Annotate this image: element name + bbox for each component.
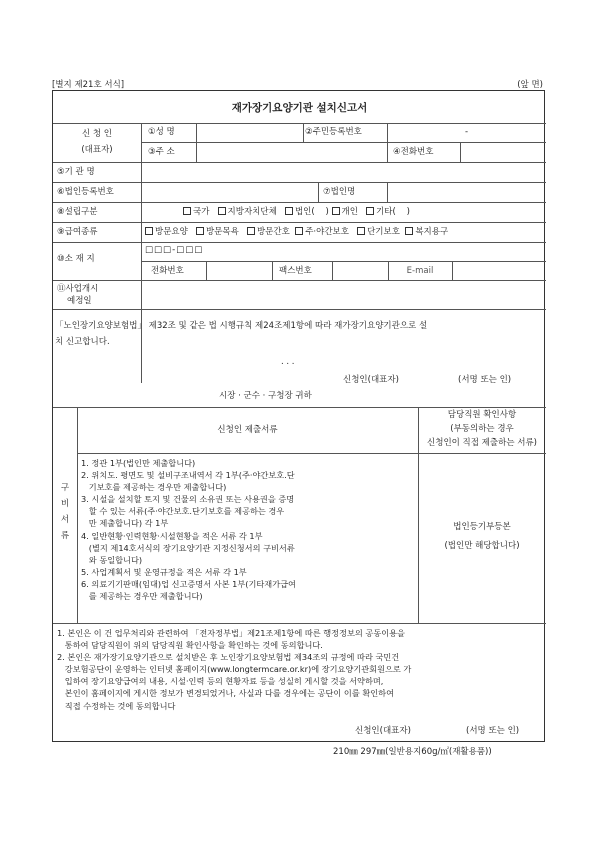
checkbox-icon	[405, 227, 413, 235]
postal-code-field[interactable]: □□□-□□□	[145, 245, 204, 255]
benefit-type-options	[145, 227, 448, 237]
option-welfare-equipment[interactable]: 복지용구	[405, 227, 448, 237]
doc-item: (별지 제14호서식의 장기요양기관 지정신청서의 구비서류	[81, 542, 295, 553]
paper-spec-footer: 210㎜ 297㎜(일반용지60g/㎡(재활용품))	[333, 747, 492, 757]
documents-side-label-1: 구	[60, 483, 70, 493]
consent-text: 1. 본인은 이 건 업무처리와 관련하여 「전자정부법」제21조제1항에 따른 행정정보의 공동이용을 통하여 담당직원이 위의 담당직원 확인사항을 확인하는 것에 동의합니다. 2. 본인은 재가장기요양기관으로 설치받은 후 노인장기요양보험법 제34조의 규정에 따라 국민건 강보험공단이 운영하는 인터넷 홈페이지(www.longtermcare.or.kr)에 장기요양기관회원으로 가 입하여 장기요양급여의 내용, 시설·인력 등의 현황자료 등을 성실히 게시할 것을 서약하며, 본인이 홈페이지에 게시한 정보가 변경되었거나, 사실과 다를 경우에는 공단이 이를 확인하여 직접 수정하는 것에 동의합니다	[57, 628, 412, 711]
option-state[interactable]: 국가	[183, 207, 209, 217]
option-local-gov[interactable]: 지방자치단체	[218, 207, 277, 217]
consent-signature-note: (서명 또는 인)	[466, 726, 520, 736]
submit-docs-header: 신청인 제출서류	[217, 425, 278, 435]
fax-input[interactable]	[333, 262, 387, 279]
corp-name-label: ⑦법인명	[323, 187, 356, 197]
start-date-input[interactable]	[142, 281, 545, 308]
addressee: 시장 · 군수 · 구청장 귀하	[219, 391, 312, 401]
checkbox-icon	[183, 207, 191, 215]
check-doc-item: 법인등기부등본	[453, 522, 511, 532]
checkbox-icon	[295, 227, 303, 235]
option-corporation[interactable]: 법인( )	[285, 207, 329, 217]
checkbox-icon	[285, 207, 293, 215]
option-home-nursing[interactable]: 방문간호	[247, 227, 290, 237]
start-date-label: ⑪사업개시	[57, 284, 99, 294]
consent-signer-label: 신청인(대표자)	[355, 726, 411, 736]
check-doc-note: (법인만 해당합니다)	[444, 541, 520, 551]
doc-item: 6. 의료기기판매(임대)업 신고증명서 사본 1부(기타재가급여	[81, 578, 296, 589]
doc-item: 를 제공하는 경우만 제출합니다)	[81, 591, 203, 602]
fax-label: 팩스번호	[279, 266, 312, 276]
form-title: 재가장기요양기관 설치신고서	[231, 102, 368, 114]
date-field[interactable]: . . .	[281, 357, 295, 367]
checkbox-icon	[332, 207, 340, 215]
documents-side-label-3: 서	[60, 515, 70, 525]
declaration-signer-label: 신청인(대표자)	[343, 375, 399, 385]
email-input[interactable]	[453, 262, 545, 279]
applicant-label: 신 청 인	[81, 129, 113, 139]
documents-side-label-2: 비	[60, 499, 70, 509]
phone-label: ④전화번호	[393, 147, 434, 157]
application-form	[52, 90, 545, 742]
benefit-type-label: ⑨급여종류	[57, 227, 98, 237]
doc-item: 기보호를 제공하는 경우만 제출합니다)	[81, 482, 227, 493]
doc-item: 4. 일반현황·인력현황·시설현황을 적은 서류 각 1부	[81, 530, 263, 541]
option-home-bath[interactable]: 방문목욕	[196, 227, 239, 237]
declaration-signature-note: (서명 또는 인)	[458, 375, 512, 385]
phone-input[interactable]	[461, 143, 545, 161]
doc-item: 만 제출합니다) 각 1부	[81, 518, 169, 529]
check-docs-header-line3: 신청인이 직접 제출하는 서류)	[427, 438, 537, 448]
option-other[interactable]: 기타( )	[366, 207, 410, 217]
location-phone-label: 전화번호	[151, 266, 184, 276]
name-label: ①성 명	[148, 127, 175, 137]
checkbox-icon	[366, 207, 374, 215]
documents-side-label-4: 류	[60, 531, 70, 541]
establishment-type-options	[183, 207, 410, 217]
institution-name-input[interactable]	[142, 163, 545, 181]
check-docs-header-line1: 담당직원 확인사항	[447, 410, 517, 420]
name-input[interactable]	[197, 124, 302, 141]
form-number: [별지 제21호 서식]	[52, 80, 125, 90]
start-date-sublabel: 예정일	[67, 296, 92, 306]
checkbox-icon	[218, 207, 226, 215]
email-label: E-mail	[406, 266, 434, 276]
declaration-text-line1: 「노인장기요양보험법」 제32조 및 같은 법 시행규칙 제24조제1항에 따라 재가장기요양기관으로 설	[55, 321, 428, 331]
doc-item: 3. 시설을 설치할 토지 및 건물의 소유권 또는 사용권을 증명	[81, 494, 295, 505]
institution-name-label: ⑤기 관 명	[57, 167, 95, 177]
address-label: ③주 소	[148, 147, 175, 157]
declaration-text-line2: 치 신고합니다.	[55, 337, 110, 347]
option-home-care[interactable]: 방문요양	[145, 227, 188, 237]
option-day-night[interactable]: 주·야간보호	[295, 227, 349, 237]
checkbox-icon	[357, 227, 365, 235]
option-short-term[interactable]: 단기보호	[357, 227, 400, 237]
doc-item: 할 수 있는 서류(주·야간보호.단기보호를 제공하는 경우	[81, 506, 285, 517]
doc-item: 2. 위치도. 평면도 및 설비구조내역서 각 1부(주·야간보호.단	[81, 470, 295, 481]
resident-id-label: ②주민등록번호	[305, 127, 362, 137]
checkbox-icon	[196, 227, 204, 235]
check-docs-header-line2: (부동의하는 경우	[450, 424, 514, 434]
resident-id-input[interactable]: -	[464, 127, 469, 137]
checkbox-icon	[145, 227, 153, 235]
checkbox-icon	[247, 227, 255, 235]
doc-item: 와 동일합니다)	[81, 554, 143, 565]
submit-docs-list	[81, 457, 296, 602]
doc-item: 5. 사업계획서 및 운영규정을 적은 서류 각 1부	[81, 566, 247, 577]
address-input[interactable]	[197, 143, 387, 161]
corp-name-input[interactable]	[388, 183, 545, 201]
page-side-label: (앞 면)	[517, 80, 543, 90]
corp-reg-label: ⑥법인등록번호	[57, 187, 114, 197]
establishment-type-label: ⑧설립구분	[57, 207, 98, 217]
location-phone-input[interactable]	[207, 262, 271, 279]
location-label: ⑩소 재 지	[57, 254, 95, 264]
corp-reg-input[interactable]	[142, 183, 317, 201]
doc-item: 1. 정관 1부(법인만 제출합니다)	[81, 458, 196, 468]
applicant-sublabel: (대표자)	[81, 145, 113, 155]
option-individual[interactable]: 개인	[332, 207, 358, 217]
